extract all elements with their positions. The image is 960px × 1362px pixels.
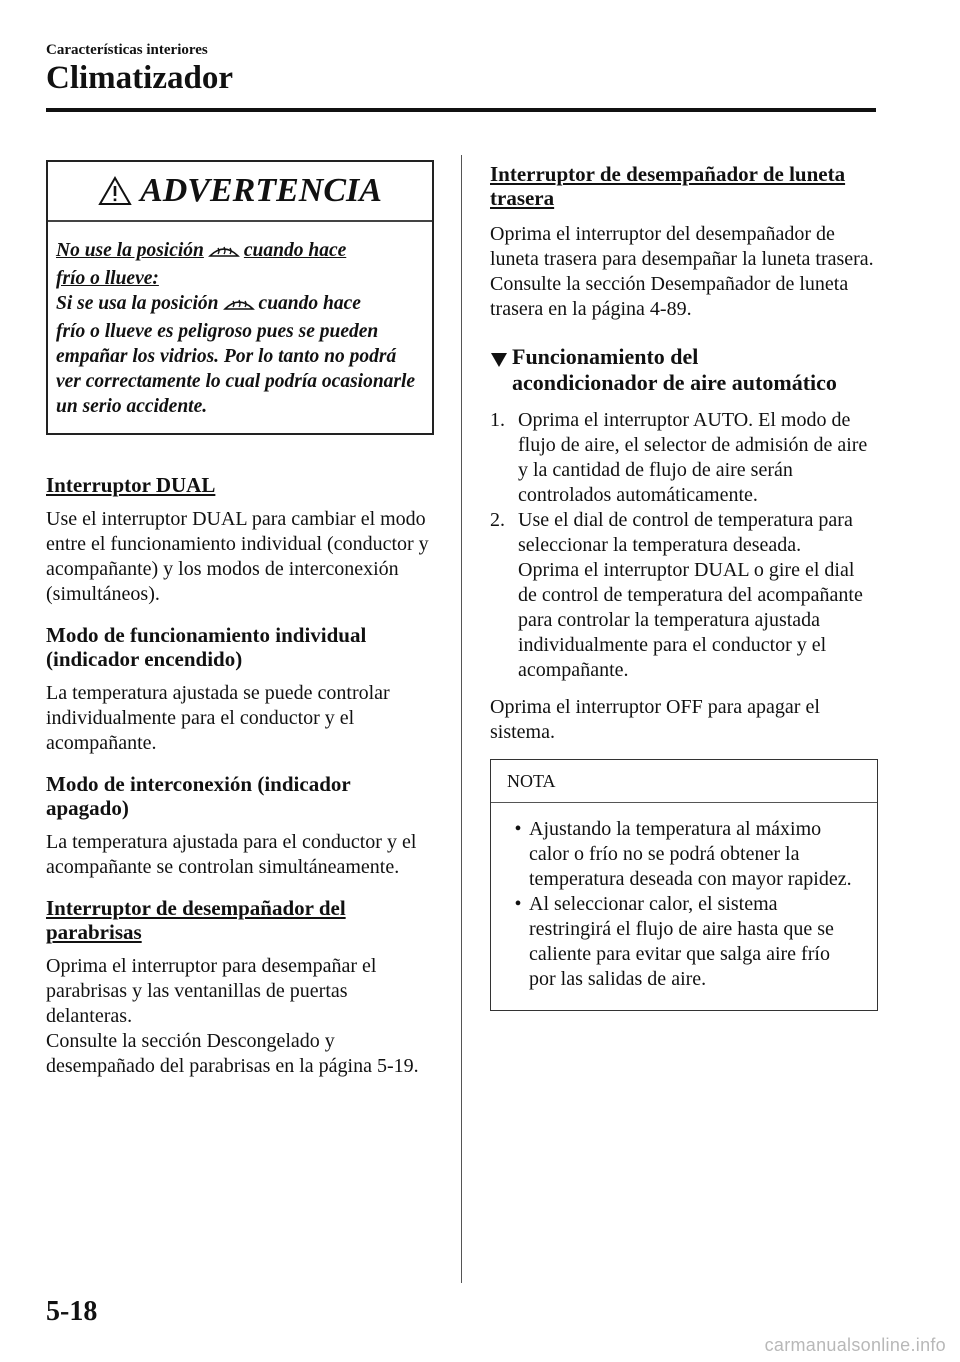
windshield-defrost-icon (222, 294, 256, 319)
warning-line3-a: Si se usa la posición (56, 293, 219, 314)
warning-title: ADVERTENCIA (140, 172, 382, 209)
windshield-defogger-heading: Interruptor de desempañador del parabrisas (46, 896, 346, 944)
note-item: Ajustando la temperatura al máximo calor o frío no se podrá obtener la temperatura deseada con mayor rapidez. (529, 818, 852, 890)
off-text: Oprima el interruptor OFF para apagar el sistema. (490, 696, 820, 743)
individual-heading: Modo de funcionamiento individual (indicador encendido) (46, 623, 367, 671)
column-divider (461, 155, 462, 1283)
warning-line1-a: No use la posición (56, 240, 204, 261)
right-column (490, 160, 878, 1011)
warning-box (46, 160, 434, 435)
list-item: • Al seleccionar calor, el sistema restringirá el flujo de aire hasta que se caliente para evitar que salga aire frío por las salidas de aire. (507, 892, 861, 992)
list-item: • Ajustando la temperatura al máximo calor o frío no se podrá obtener la temperatura deseada con mayor rapidez. (507, 817, 861, 892)
warning-body (48, 222, 432, 433)
note-item: Al seleccionar calor, el sistema restringirá el flujo de aire hasta que se caliente para evitar que salga aire frío por las salidas de aire. (529, 893, 834, 990)
step-number: 1. (490, 409, 505, 431)
windshield-defrost-icon (207, 241, 241, 266)
auto-ac-heading-line1: Funcionamiento del (512, 344, 699, 369)
warning-header (48, 162, 432, 222)
warning-line3-b: cuando hace (258, 293, 361, 314)
rear-defogger-text2: Consulte la sección Desempañador de luneta trasera en la página 4-89. (490, 273, 849, 320)
warning-line1-b: cuando hace (243, 240, 347, 261)
section-triangle-icon (490, 344, 512, 396)
note-box (490, 759, 878, 1011)
warning-line2: frío o llueve: (56, 268, 159, 289)
interconnection-text: La temperatura ajustada para el conductor y el acompañante se controlan simultáneamente. (46, 831, 417, 878)
step-text: Use el dial de control de temperatura para seleccionar la temperatura deseada. (518, 509, 853, 556)
step-text: Oprima el interruptor AUTO. El modo de flujo de aire, el selector de admisión de aire y la cantidad de flujo de aire serán controlados automáticamente. (518, 409, 868, 506)
warning-triangle-icon (98, 176, 132, 206)
steps-list (490, 408, 878, 683)
warning-rest: frío o llueve es peligroso pues se pueden empañar los vidrios. Por lo tanto no podrá ver correctamente lo cual podría ocasionarle un serio accidente. (56, 321, 416, 417)
interconnection-heading: Modo de interconexión (indicador apagado) (46, 772, 351, 820)
running-header-section: Características interiores (46, 42, 208, 58)
note-body (491, 803, 877, 1010)
page-title: Climatizador (46, 60, 233, 96)
note-title: NOTA (491, 760, 877, 803)
auto-ac-heading-line2: acondicionador de aire automático (512, 370, 837, 395)
windshield-defogger-text1: Oprima el interruptor para desempañar el parabrisas y las ventanillas de puertas delanteras. (46, 955, 377, 1027)
list-item (490, 408, 878, 508)
windshield-defogger-text2: Consulte la sección Descongelado y desempañado del parabrisas en la página 5-19. (46, 1030, 419, 1077)
step-number: 2. (490, 509, 505, 531)
dual-text: Use el interruptor DUAL para cambiar el modo entre el funcionamiento individual (conductor y acompañante) y los modos de interconexión (simultáneos). (46, 508, 429, 605)
dual-heading: Interruptor DUAL (46, 473, 216, 497)
header-rule (46, 108, 876, 112)
watermark: carmanualsonline.info (764, 1335, 946, 1355)
individual-text: La temperatura ajustada se puede controlar individualmente para el conductor y el acompañante. (46, 682, 390, 754)
step-text-2: Oprima el interruptor DUAL o gire el dial de control de temperatura del acompañante para controlar la temperatura ajustada individualmente para el conductor y el acompañante. (518, 559, 863, 681)
auto-ac-heading (490, 344, 878, 396)
page-number: 5-18 (46, 1296, 98, 1327)
rear-defogger-heading: Interruptor de desempañador de luneta trasera (490, 162, 846, 210)
left-column (46, 160, 434, 1079)
rear-defogger-text1: Oprima el interruptor del desempañador de luneta trasera para desempañar la luneta trasera. (490, 223, 874, 270)
list-item (490, 508, 878, 683)
